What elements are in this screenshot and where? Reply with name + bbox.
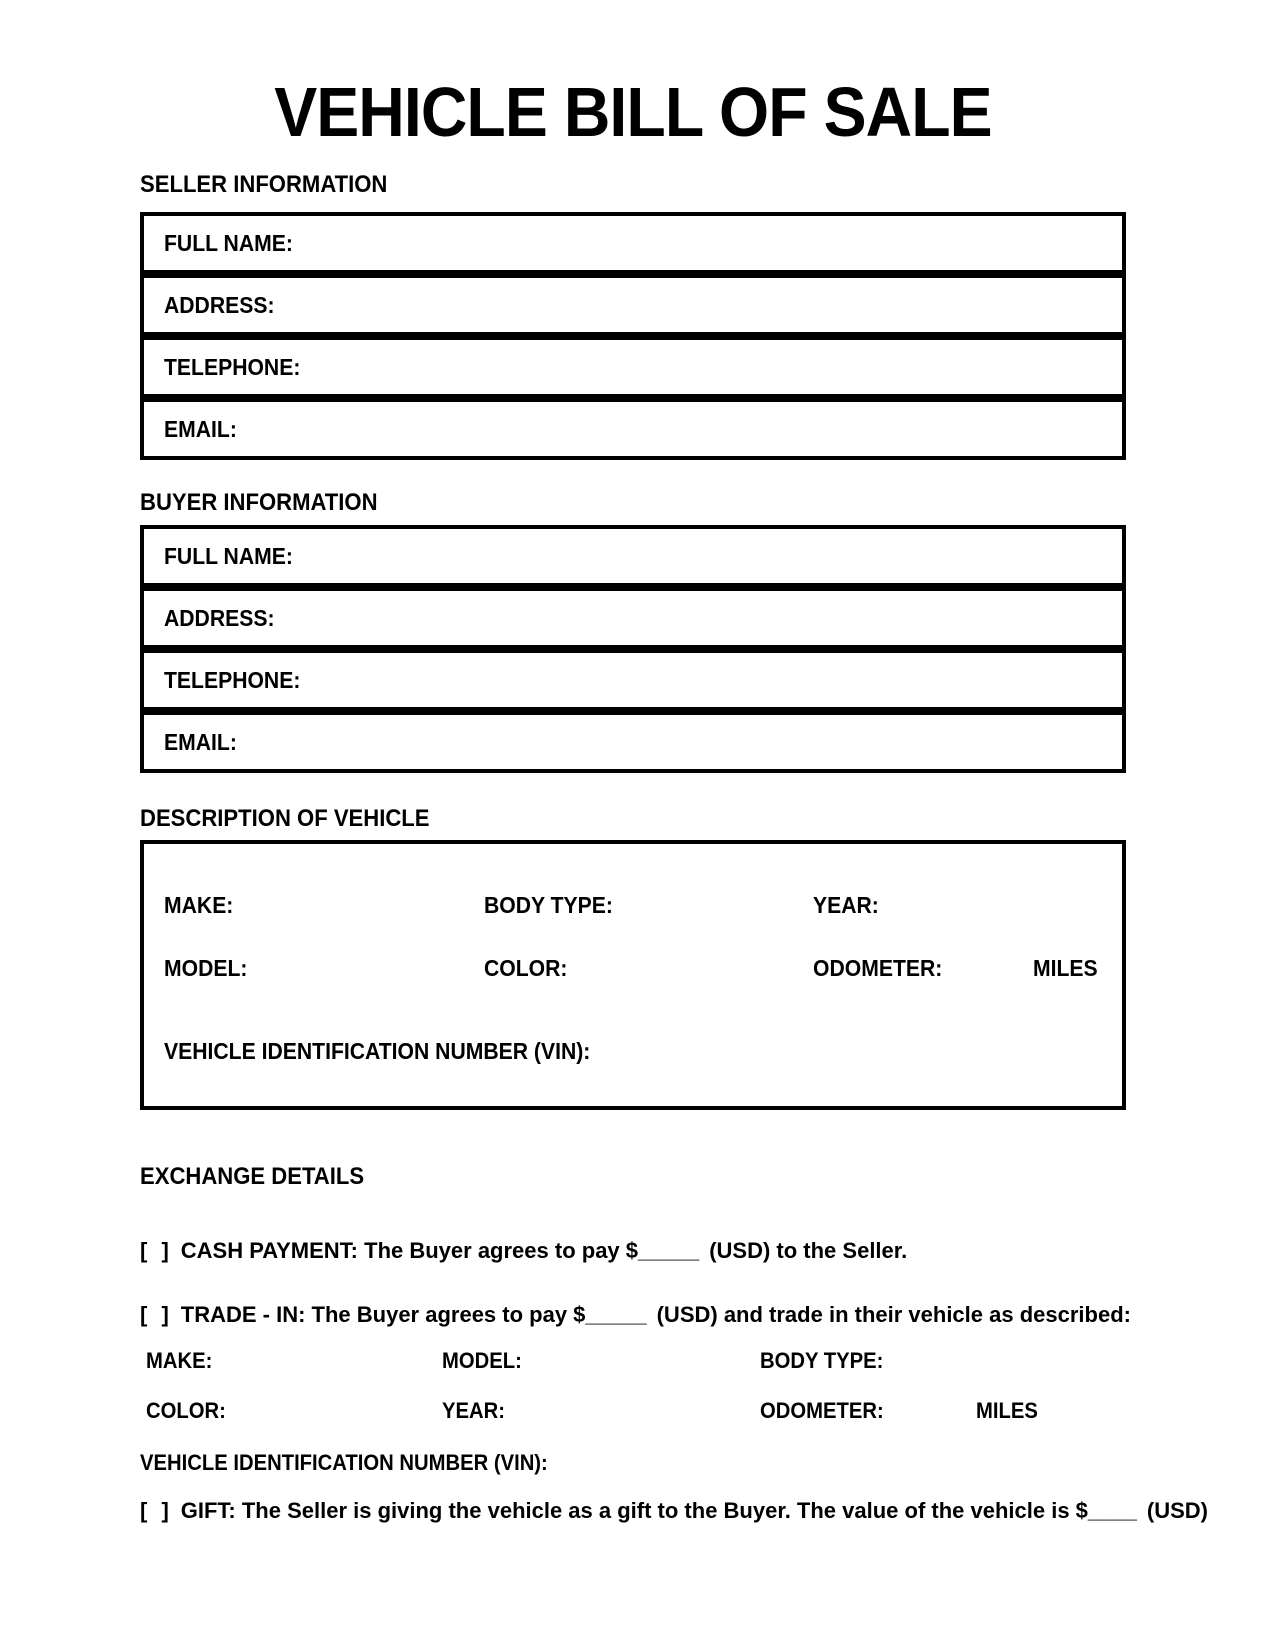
seller-address-input[interactable]	[284, 278, 1122, 332]
vehicle-section-heading: DESCRIPTION OF VEHICLE	[140, 805, 430, 832]
gift-option	[140, 1498, 1208, 1524]
exchange-section-heading-wrap	[140, 1164, 384, 1190]
vehicle-odometer-col	[813, 955, 1052, 981]
seller-email-row	[140, 398, 1126, 460]
page-title: VEHICLE BILL OF SALE	[274, 73, 992, 151]
vehicle-year-label: YEAR:	[813, 892, 879, 918]
vehicle-model-label: MODEL:	[164, 955, 248, 981]
trade-in-option	[140, 1302, 1131, 1328]
vehicle-make-col	[164, 892, 338, 918]
vehicle-vin-label: VEHICLE IDENTIFICATION NUMBER (VIN):	[164, 1038, 591, 1064]
buyer-section-heading-wrap	[140, 490, 398, 516]
buyer-section-heading: BUYER INFORMATION	[140, 489, 378, 516]
vehicle-color-input[interactable]	[581, 956, 673, 976]
buyer-email-input[interactable]	[243, 715, 1122, 769]
cash-amount-blank[interactable]: _____	[638, 1238, 700, 1263]
seller-email-label: EMAIL:	[164, 415, 237, 442]
trade-color-col	[146, 1398, 331, 1424]
trade-make-input[interactable]	[224, 1348, 316, 1368]
buyer-info-table	[140, 525, 1126, 773]
buyer-telephone-input[interactable]	[312, 653, 1122, 707]
trade-odometer-label: ODOMETER:	[760, 1398, 884, 1423]
vehicle-year-input[interactable]	[891, 893, 983, 913]
seller-telephone-label: TELEPHONE:	[164, 353, 301, 380]
gift-text-after: (USD)	[1146, 1498, 1208, 1523]
seller-telephone-input[interactable]	[312, 340, 1122, 394]
trade-vin-input[interactable]	[589, 1450, 889, 1470]
gift-amount-blank[interactable]: ____	[1087, 1498, 1137, 1523]
cash-payment-text-after: (USD) to the Seller.	[709, 1238, 908, 1263]
trade-vehicle-row-1	[140, 1348, 1126, 1374]
vehicle-body-type-label: BODY TYPE:	[484, 892, 613, 918]
vehicle-row-2	[144, 955, 1122, 981]
trade-model-input[interactable]	[535, 1348, 627, 1368]
trade-year-input[interactable]	[517, 1398, 609, 1418]
buyer-address-label: ADDRESS:	[164, 604, 275, 631]
seller-telephone-row	[140, 336, 1126, 398]
exchange-section-heading: EXCHANGE DETAILS	[140, 1163, 365, 1190]
trade-body-type-col	[760, 1348, 992, 1374]
seller-section-heading-wrap	[140, 172, 409, 198]
trade-miles-label: MILES	[976, 1398, 1038, 1423]
trade-body-type-label: BODY TYPE:	[760, 1348, 884, 1373]
trade-make-col	[146, 1348, 316, 1374]
gift-checkbox[interactable]: [ ]	[140, 1498, 173, 1523]
buyer-full-name-row	[140, 525, 1126, 587]
vehicle-vin-row	[144, 1038, 1122, 1064]
vehicle-color-col	[484, 955, 673, 981]
seller-full-name-row	[140, 212, 1126, 274]
vehicle-section-heading-wrap	[140, 806, 455, 832]
trade-year-col	[442, 1398, 609, 1424]
vehicle-make-input[interactable]	[246, 893, 338, 913]
vehicle-make-label: MAKE:	[164, 892, 234, 918]
page-title-wrap	[140, 73, 1126, 151]
vehicle-vin-input[interactable]	[634, 1039, 934, 1059]
trade-in-text-after: (USD) and trade in their vehicle as described:	[656, 1302, 1131, 1327]
trade-model-label: MODEL:	[442, 1348, 522, 1373]
trade-color-label: COLOR:	[146, 1398, 226, 1423]
trade-vehicle-row-2	[140, 1398, 1126, 1424]
vehicle-color-label: COLOR:	[484, 955, 568, 981]
vehicle-body-type-col	[484, 892, 723, 918]
vehicle-miles-col	[1033, 955, 1103, 981]
trade-vin-label: VEHICLE IDENTIFICATION NUMBER (VIN):	[140, 1450, 548, 1475]
vehicle-body-type-input[interactable]	[631, 893, 723, 913]
seller-address-row	[140, 274, 1126, 336]
trade-body-type-input[interactable]	[900, 1348, 992, 1368]
vehicle-model-input[interactable]	[261, 956, 353, 976]
cash-payment-checkbox[interactable]: [ ]	[140, 1238, 173, 1263]
gift-text-before: GIFT: The Seller is giving the vehicle as a gift to the Buyer. The value of the vehicle is $	[180, 1498, 1088, 1523]
vehicle-miles-label: MILES	[1033, 955, 1098, 981]
buyer-email-label: EMAIL:	[164, 728, 237, 755]
seller-full-name-input[interactable]	[304, 216, 1122, 270]
vehicle-year-col	[813, 892, 983, 918]
trade-miles-col	[976, 1398, 1043, 1424]
buyer-full-name-input[interactable]	[304, 529, 1122, 583]
trade-year-label: YEAR:	[442, 1398, 505, 1423]
trade-make-label: MAKE:	[146, 1348, 213, 1373]
seller-address-label: ADDRESS:	[164, 291, 275, 318]
trade-model-col	[442, 1348, 627, 1374]
trade-in-checkbox[interactable]: [ ]	[140, 1302, 173, 1327]
trade-amount-blank[interactable]: _____	[585, 1302, 647, 1327]
seller-info-table	[140, 212, 1126, 460]
vehicle-odometer-label: ODOMETER:	[813, 955, 943, 981]
cash-payment-option	[140, 1238, 907, 1264]
trade-odometer-col	[760, 1398, 993, 1424]
buyer-address-input[interactable]	[284, 591, 1122, 645]
buyer-telephone-label: TELEPHONE:	[164, 666, 301, 693]
buyer-full-name-label: FULL NAME:	[164, 542, 293, 569]
seller-email-input[interactable]	[243, 402, 1122, 456]
vehicle-vin-col	[164, 1038, 934, 1064]
trade-color-input[interactable]	[239, 1398, 331, 1418]
buyer-email-row	[140, 711, 1126, 773]
vehicle-model-col	[164, 955, 353, 981]
trade-vin-row	[140, 1450, 889, 1476]
cash-payment-text-before: CASH PAYMENT: The Buyer agrees to pay $	[180, 1238, 639, 1263]
vehicle-row-1	[144, 892, 1122, 918]
seller-full-name-label: FULL NAME:	[164, 229, 293, 256]
buyer-telephone-row	[140, 649, 1126, 711]
buyer-address-row	[140, 587, 1126, 649]
vehicle-description-box	[140, 840, 1126, 1110]
seller-section-heading: SELLER INFORMATION	[140, 171, 388, 198]
trade-in-text-before: TRADE - IN: The Buyer agrees to pay $	[180, 1302, 586, 1327]
